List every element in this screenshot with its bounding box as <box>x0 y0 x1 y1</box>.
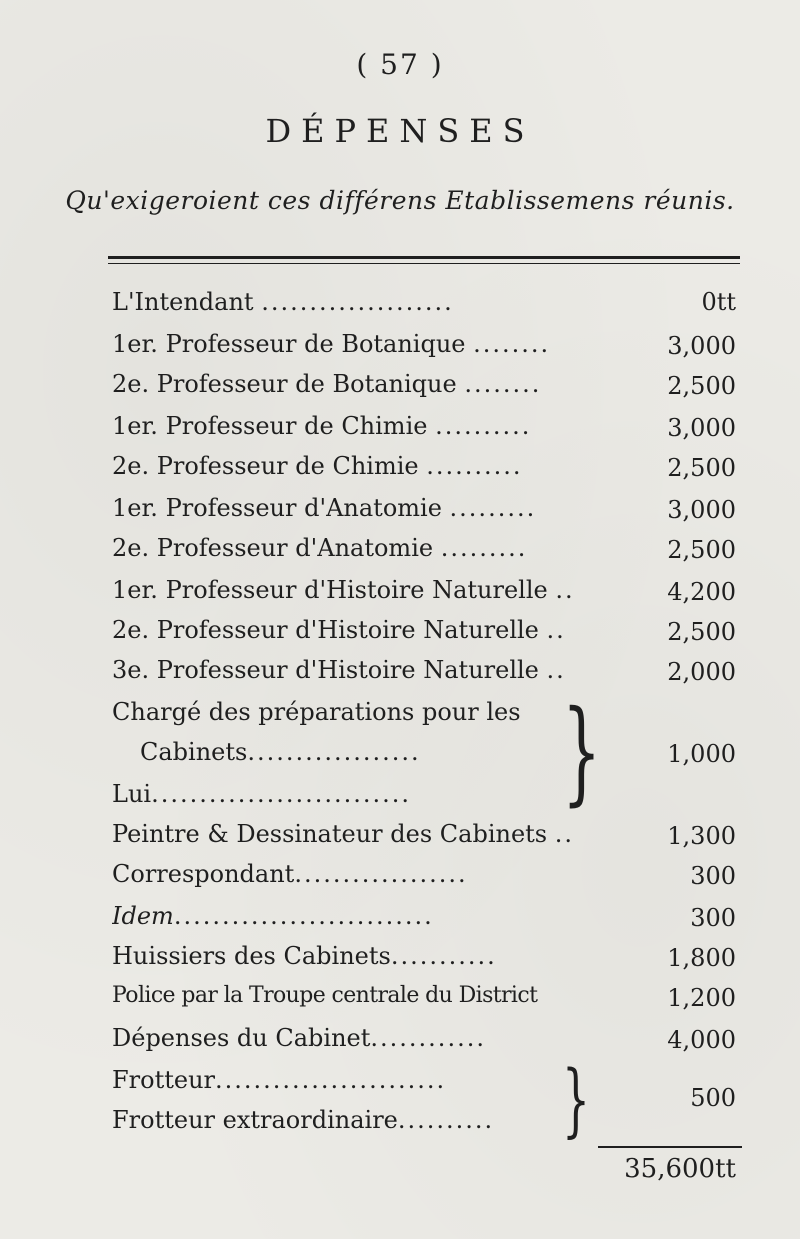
expense-label: Frotteur........................ <box>112 1066 447 1094</box>
total-rule <box>598 1146 742 1148</box>
expense-amount: 2,500 <box>667 618 736 646</box>
expense-amount: 3,000 <box>667 496 736 524</box>
expense-amount: 1,800 <box>667 944 736 972</box>
expense-amount: 3,000 <box>667 414 736 442</box>
expense-label: Huissiers des Cabinets........... <box>112 942 497 970</box>
expense-label: Police par la Troupe centrale du District <box>112 983 538 1008</box>
expense-label: Correspondant.................. <box>112 860 468 888</box>
page-subtitle: Qu'exigeroient ces différens Etablissemens réunis. <box>65 186 735 215</box>
expense-label: 2e. Professeur de Chimie .......... <box>112 452 523 480</box>
page-number: ( 57 ) <box>356 48 444 81</box>
expense-amount: 2,500 <box>667 454 736 482</box>
brace-icon: } <box>562 687 602 817</box>
expense-amount: 4,000 <box>667 1026 736 1054</box>
expense-label: 1er. Professeur d'Anatomie ......... <box>112 494 537 522</box>
expense-label: 2e. Professeur de Botanique ........ <box>112 370 542 398</box>
total-amount: 35,600tt <box>624 1154 736 1184</box>
expense-label: Cabinets.................. <box>140 738 421 766</box>
expense-label: 2e. Professeur d'Anatomie ......... <box>112 534 528 562</box>
expense-label: 3e. Professeur d'Histoire Naturelle .. <box>112 656 566 684</box>
expense-amount: 4,200 <box>667 578 736 606</box>
expense-amount: 2,500 <box>667 372 736 400</box>
expense-label: 2e. Professeur d'Histoire Naturelle .. <box>112 616 566 644</box>
expense-amount: 300 <box>690 904 736 932</box>
page-title: DÉPENSES <box>265 112 535 150</box>
expense-label: L'Intendant .................... <box>112 288 454 316</box>
expense-label: Frotteur extraordinaire.......... <box>112 1106 495 1134</box>
expense-label: 1er. Professeur d'Histoire Naturelle .. <box>112 576 575 604</box>
expense-amount: 1,000 <box>667 740 736 768</box>
brace-icon: } <box>562 1053 590 1146</box>
expense-amount: 1,200 <box>667 984 736 1012</box>
expense-label: Dépenses du Cabinet............ <box>112 1024 486 1052</box>
expense-label: Idem........................... <box>112 902 434 930</box>
expense-label: Lui........................... <box>112 780 412 808</box>
expense-label: Peintre & Dessinateur des Cabinets .. <box>112 820 575 848</box>
expense-amount: 2,500 <box>667 536 736 564</box>
expense-amount: 500 <box>690 1084 736 1112</box>
expense-amount: 300 <box>690 862 736 890</box>
expense-amount: 2,000 <box>667 658 736 686</box>
expense-amount: 3,000 <box>667 332 736 360</box>
expense-label: 1er. Professeur de Chimie .......... <box>112 412 532 440</box>
expense-label: 1er. Professeur de Botanique ........ <box>112 330 551 358</box>
expense-amount: 1,300 <box>667 822 736 850</box>
expense-label: Chargé des préparations pour les <box>112 698 521 726</box>
expense-amount: 0tt <box>701 288 736 316</box>
